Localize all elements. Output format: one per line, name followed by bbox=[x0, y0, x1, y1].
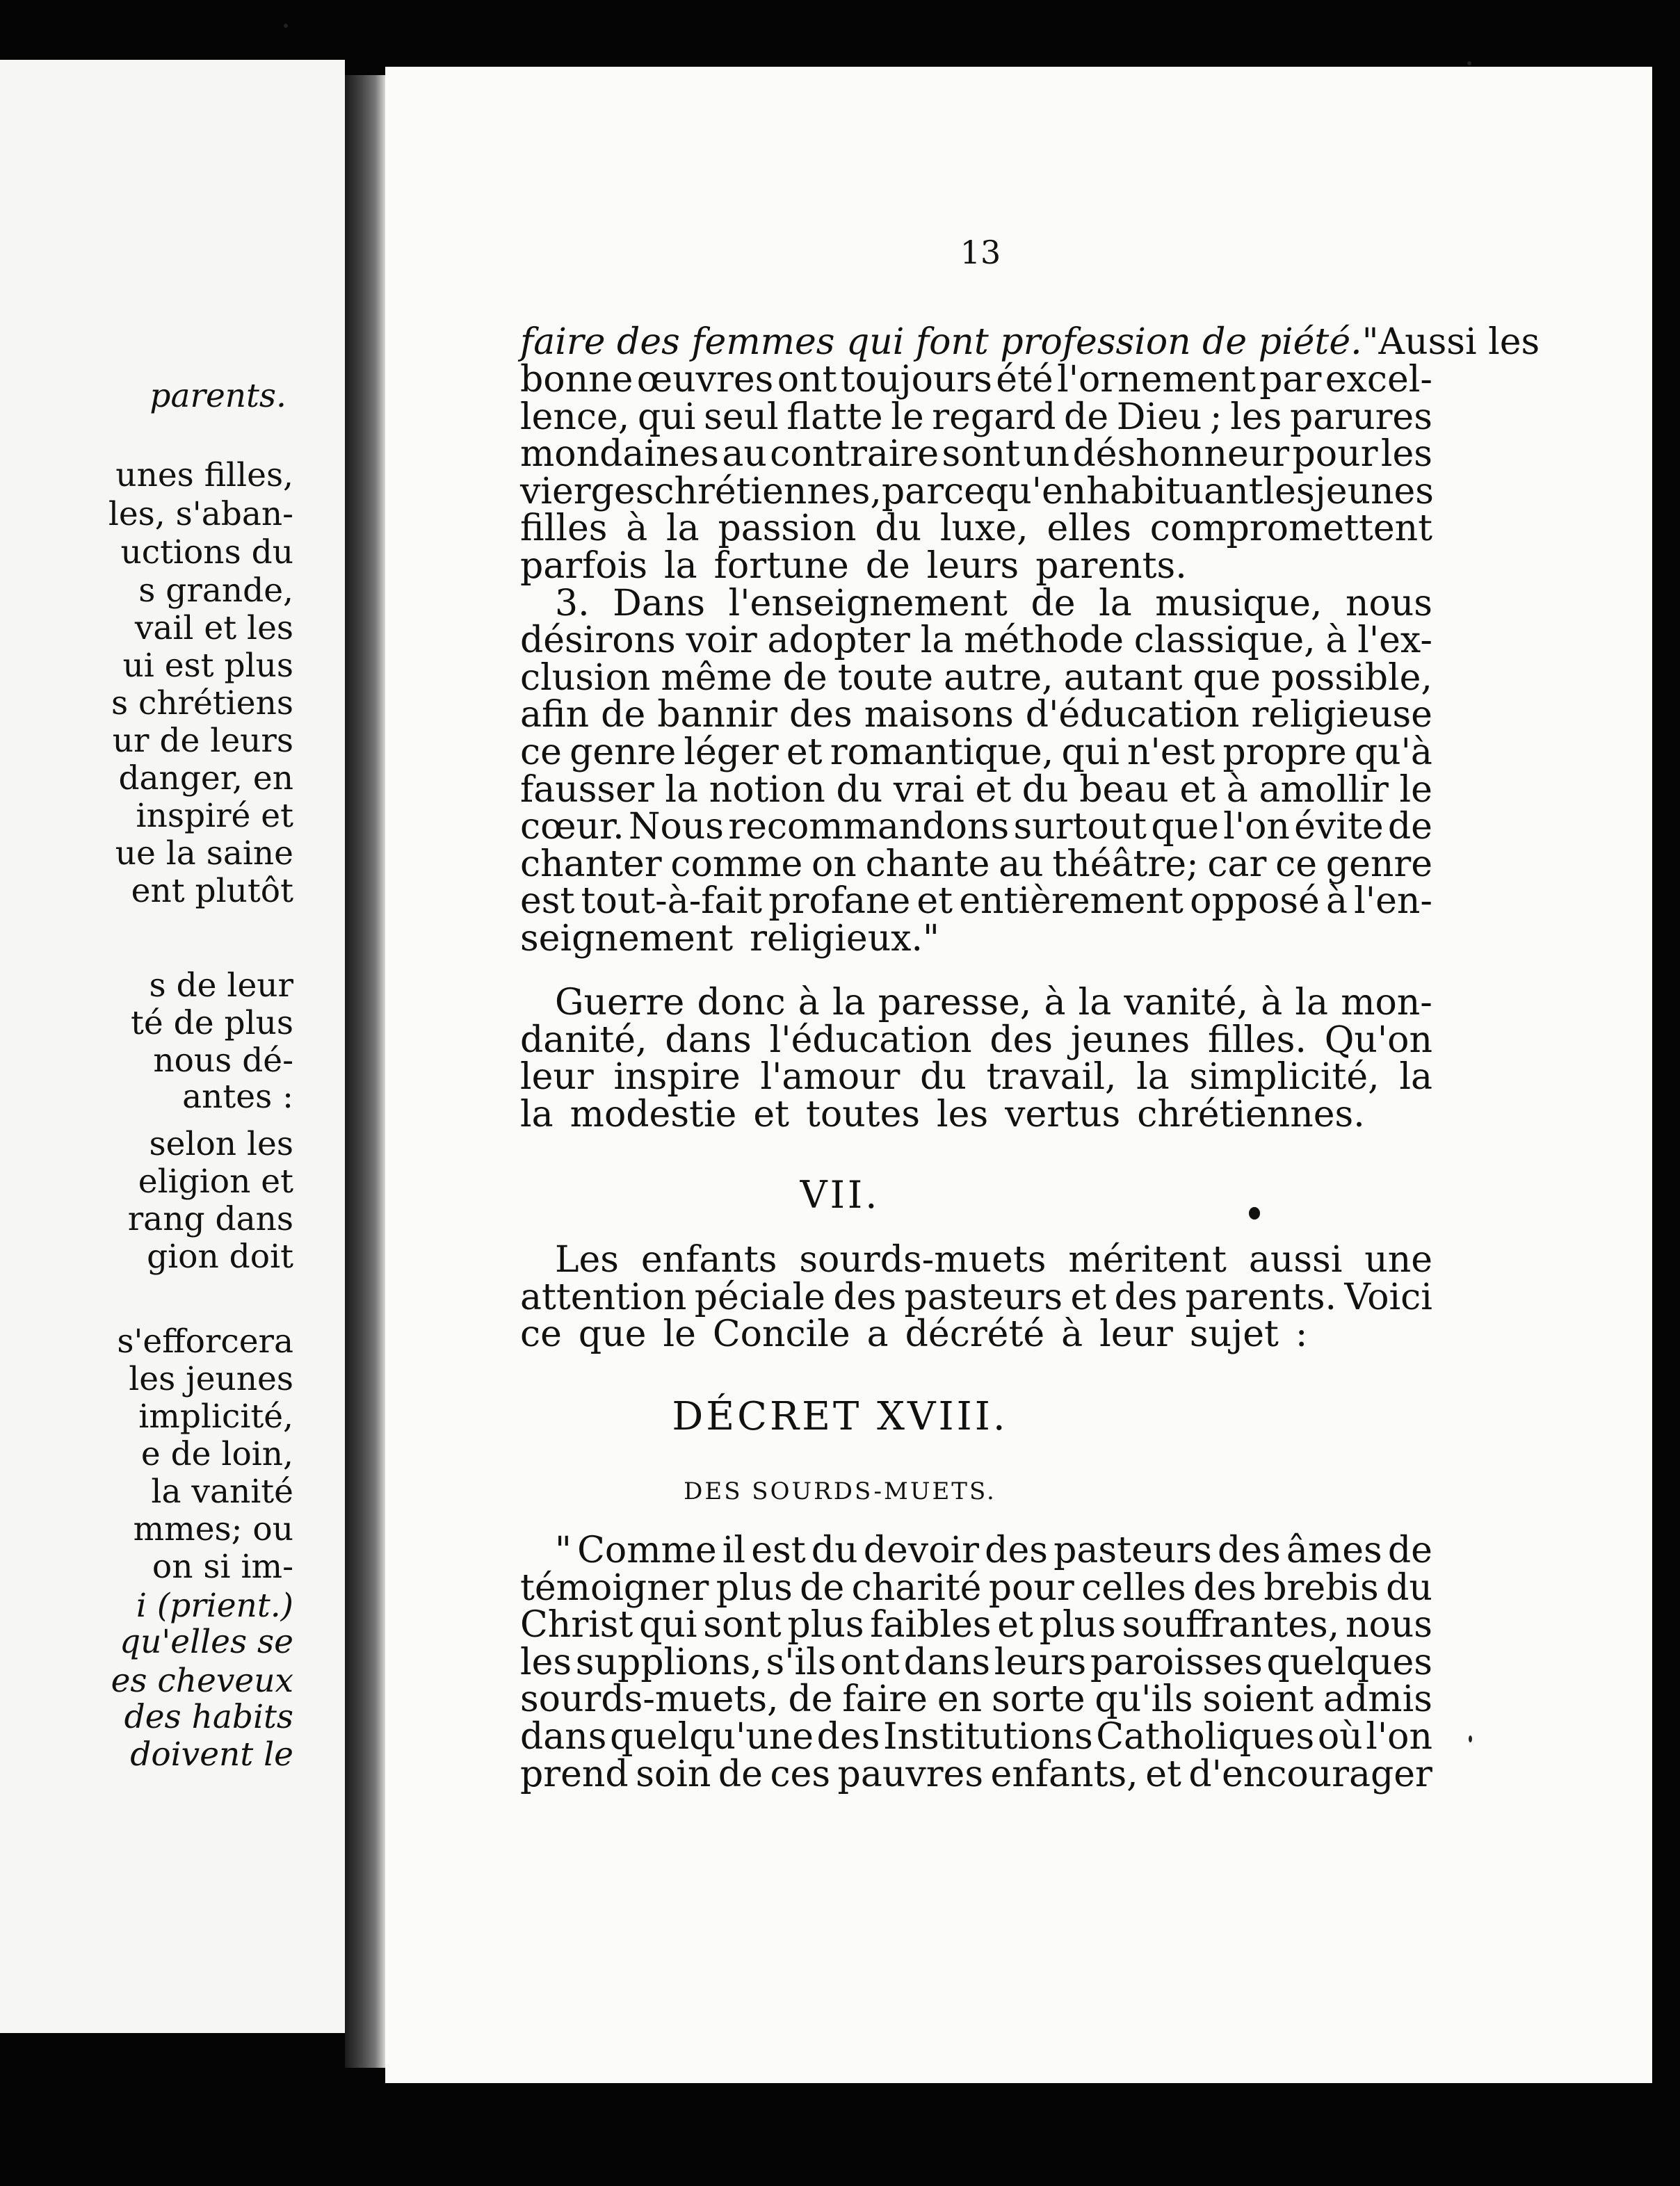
dust-speck bbox=[284, 24, 288, 28]
left-page-line: i (prient.) bbox=[136, 1587, 293, 1625]
text-line: chanter comme on chante au théâtre; car ce genre bbox=[520, 843, 1432, 885]
left-page-line: eligion et bbox=[138, 1163, 293, 1201]
left-page-line: on si im- bbox=[152, 1548, 293, 1586]
left-page-line: gion doit bbox=[147, 1238, 293, 1276]
left-page-line: es cheveux bbox=[111, 1662, 293, 1700]
ink-dot bbox=[1249, 1207, 1260, 1220]
text-line: dans quelqu'une des Institutions Catholiques où l'on bbox=[520, 1716, 1432, 1758]
left-page-line: ur de leurs bbox=[112, 722, 293, 760]
text-line: filles à la passion du luxe, elles compromettent bbox=[520, 508, 1432, 549]
left-page-line: rang dans bbox=[127, 1200, 293, 1238]
dust-speck bbox=[1467, 61, 1471, 65]
text-line: parfois la fortune de leurs parents. bbox=[520, 545, 1187, 587]
left-page-line: ent plutôt bbox=[131, 872, 293, 910]
left-page-line: parents. bbox=[150, 377, 286, 415]
text-line: " Comme il est du devoir des pasteurs des âmes de bbox=[555, 1530, 1432, 1571]
left-page-line: la vanité bbox=[151, 1473, 293, 1511]
text-line: Les enfants sourds-muets méritent aussi une bbox=[555, 1239, 1432, 1281]
text-line: les supplions, s'ils ont dans leurs paroisses quelques bbox=[520, 1642, 1432, 1683]
decree-subtitle: DES SOURDS-MUETS. bbox=[684, 1477, 996, 1505]
text-line: lence, qui seul flatte le regard de Dieu ; les parures bbox=[520, 396, 1432, 438]
text-line: Guerre donc à la paresse, à la vanité, à la mon- bbox=[555, 982, 1432, 1023]
dust-speck bbox=[1469, 1735, 1472, 1742]
text-line: bonne œuvres ont toujours été l'ornement par excel- bbox=[520, 359, 1432, 400]
text-line bbox=[520, 321, 1540, 363]
text-line: leur inspire l'amour du travail, la simplicité, la bbox=[520, 1056, 1432, 1098]
left-page-line: uctions du bbox=[120, 533, 293, 572]
left-page-line: selon les bbox=[149, 1125, 293, 1163]
left-page-line: inspiré et bbox=[136, 797, 293, 835]
left-page-line: antes : bbox=[182, 1078, 293, 1116]
text-line: sourds-muets, de faire en sorte qu'ils soient admis bbox=[520, 1678, 1432, 1720]
text-line: clusion même de toute autre, autant que possible, bbox=[520, 657, 1432, 699]
left-facing-page bbox=[0, 60, 345, 2033]
decree-title: DÉCRET XVIII. bbox=[672, 1394, 1008, 1439]
book-gutter bbox=[345, 75, 385, 2068]
text-line: Christ qui sont plus faibles et plus souffrantes, nous bbox=[520, 1604, 1432, 1646]
text-line: afin de bannir des maisons d'éducation religieuse bbox=[520, 694, 1432, 736]
left-page-line: doivent le bbox=[130, 1735, 293, 1774]
section-heading: VII. bbox=[800, 1173, 880, 1217]
left-page-line: vail et les bbox=[134, 609, 293, 647]
left-page-line: s chrétiens bbox=[111, 684, 293, 722]
text-line: seignement religieux." bbox=[520, 918, 939, 960]
left-page-line: les jeunes bbox=[129, 1360, 293, 1398]
left-page-line: s'efforcera bbox=[117, 1322, 293, 1361]
italic-quote: faire des femmes qui font profession de piété." bbox=[520, 321, 1379, 363]
page-number: 13 bbox=[960, 234, 1001, 271]
text-line: témoigner plus de charité pour celles des brebis du bbox=[520, 1567, 1432, 1609]
left-page-line: des habits bbox=[124, 1698, 293, 1736]
left-page-line: qu'elles se bbox=[120, 1623, 293, 1661]
text-line: attention péciale des pasteurs et des parents. Voici bbox=[520, 1277, 1432, 1318]
text-line: ce que le Concile a décrété à leur sujet : bbox=[520, 1313, 1308, 1355]
left-page-line: implicité, bbox=[138, 1398, 293, 1436]
text-line: 3. Dans l'enseignement de la musique, nous bbox=[555, 583, 1432, 624]
left-page-line: unes filles, bbox=[115, 456, 293, 494]
text-line: danité, dans l'éducation des jeunes filles. Qu'on bbox=[520, 1019, 1432, 1061]
left-page-line: té de plus bbox=[131, 1004, 293, 1042]
left-page-line: s grande, bbox=[138, 572, 293, 610]
text-line: mondaines au contraire sont un déshonneur pour les bbox=[520, 433, 1432, 475]
text-line: vierges chrétiennes, parcequ'en habituant les jeunes bbox=[520, 471, 1434, 512]
text-fragment: Aussi les bbox=[1378, 321, 1540, 363]
left-page-line: s de leur bbox=[149, 966, 293, 1005]
left-page-line: nous dé- bbox=[153, 1042, 293, 1080]
text-line: cœur. Nous recommandons surtout que l'on évite de bbox=[520, 806, 1432, 848]
text-line: la modestie et toutes les vertus chrétiennes. bbox=[520, 1094, 1365, 1135]
text-line: désirons voir adopter la méthode classique, à l'ex- bbox=[520, 620, 1432, 661]
left-page-line: ui est plus bbox=[122, 647, 293, 685]
text-line: ce genre léger et romantique, qui n'est propre qu'à bbox=[520, 731, 1432, 773]
left-page-line: ue la saine bbox=[115, 834, 293, 873]
left-page-line: les, s'aban- bbox=[108, 495, 293, 533]
left-page-line: danger, en bbox=[118, 759, 293, 798]
left-page-line: e de loin, bbox=[140, 1435, 293, 1473]
text-line: prend soin de ces pauvres enfants, et d'encourager bbox=[520, 1754, 1432, 1795]
text-line: est tout-à-fait profane et entièrement opposé à l'en- bbox=[520, 880, 1432, 922]
text-line: fausser la notion du vrai et du beau et à amollir le bbox=[520, 769, 1432, 811]
left-page-line: mmes; ou bbox=[133, 1510, 293, 1548]
